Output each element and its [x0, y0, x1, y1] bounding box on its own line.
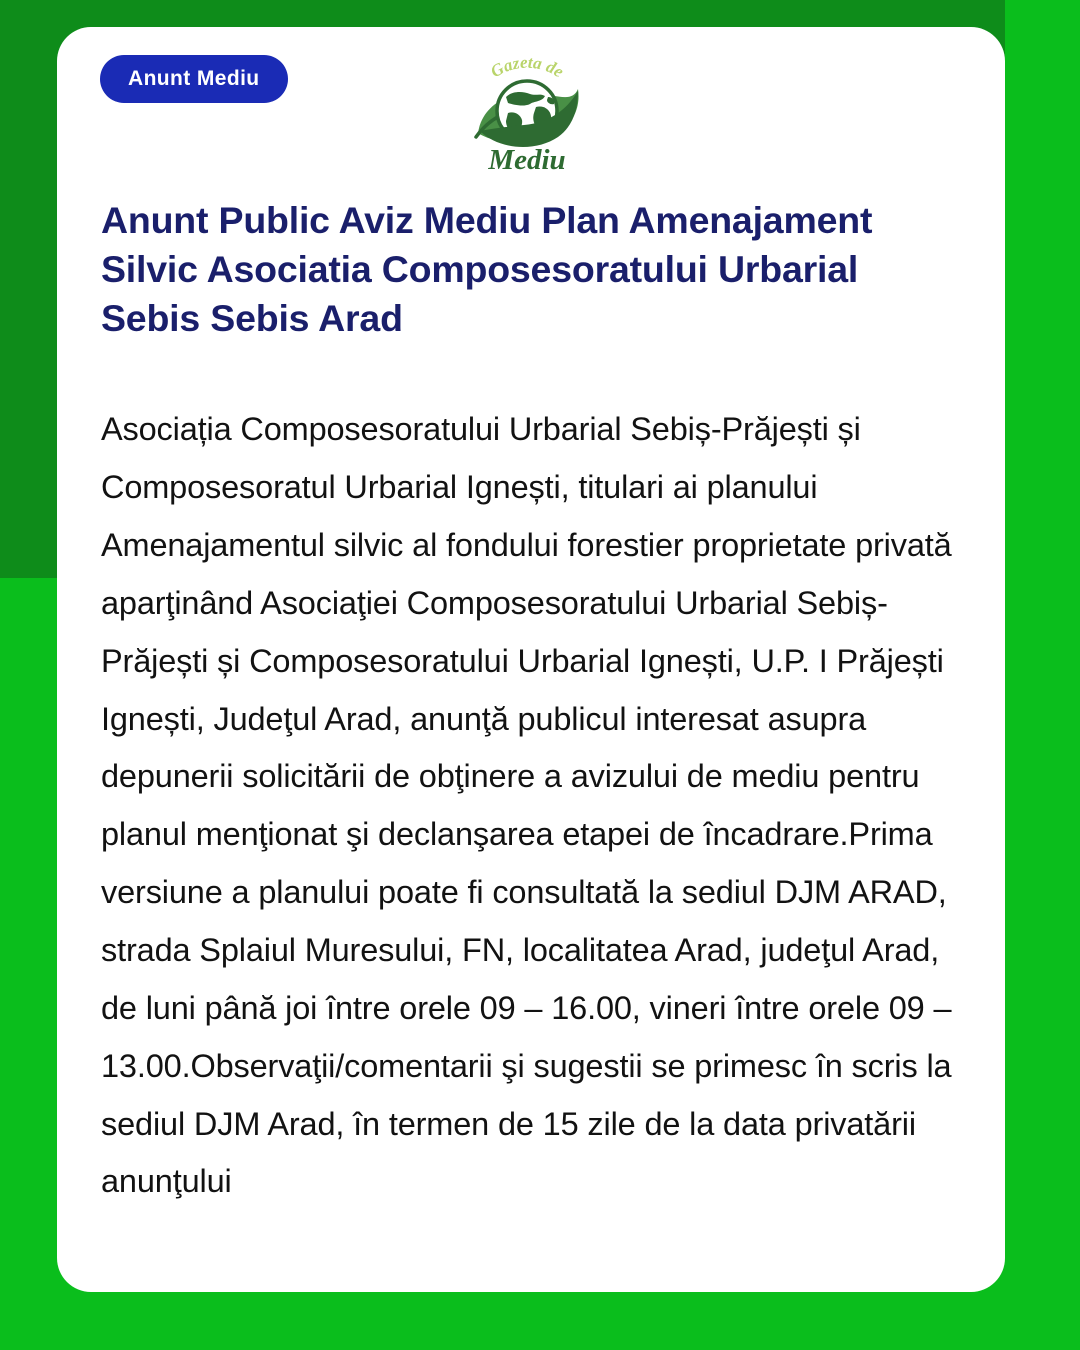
category-badge[interactable]: Anunt Mediu	[100, 55, 288, 103]
svg-text:Gazeta de	[487, 53, 567, 82]
background-panel-bright-green-right	[1005, 0, 1080, 578]
announcement-body-text: Asociația Composesoratului Urbarial Sebiș-Prăjești și Composesoratul Urbarial Ignești, titulari ai planului Amenajamentul silvic al fondului forestier proprietate privată aparţinând Asociaţiei Composesoratului Urbarial Sebiș-Prăjești și Composesoratului Urbarial Ignești, U.P. I Prăjești Ignești, Judeţul Arad, anunţă publicul interesat asupra depunerii solicitării de obţinere a avizului de mediu pentru planul menţionat şi declanşarea etapei de încadrare.Prima versiune a planului poate fi consultată la sediul DJM ARAD, strada Splaiul Muresului, FN, localitatea Arad, judeţul Arad, de luni până joi între orele 09 – 16.00, vineri între orele 09 – 13.00.Observaţii/comentarii şi sugestii se primesc în scris la sediul DJM Arad, în termen de 15 zile de la data privatării anunţului	[101, 411, 952, 1200]
logo-top-text: Gazeta de	[487, 52, 568, 82]
announcement-card	[57, 27, 1005, 1292]
page-title: Anunt Public Aviz Mediu Plan Amenajament Silvic Asociatia Composesoratului Urbarial Sebis Sebis Arad	[101, 199, 873, 340]
card-header	[57, 27, 1005, 187]
gazeta-de-mediu-logo	[460, 41, 594, 175]
logo-bottom-text: Mediu	[488, 144, 566, 175]
